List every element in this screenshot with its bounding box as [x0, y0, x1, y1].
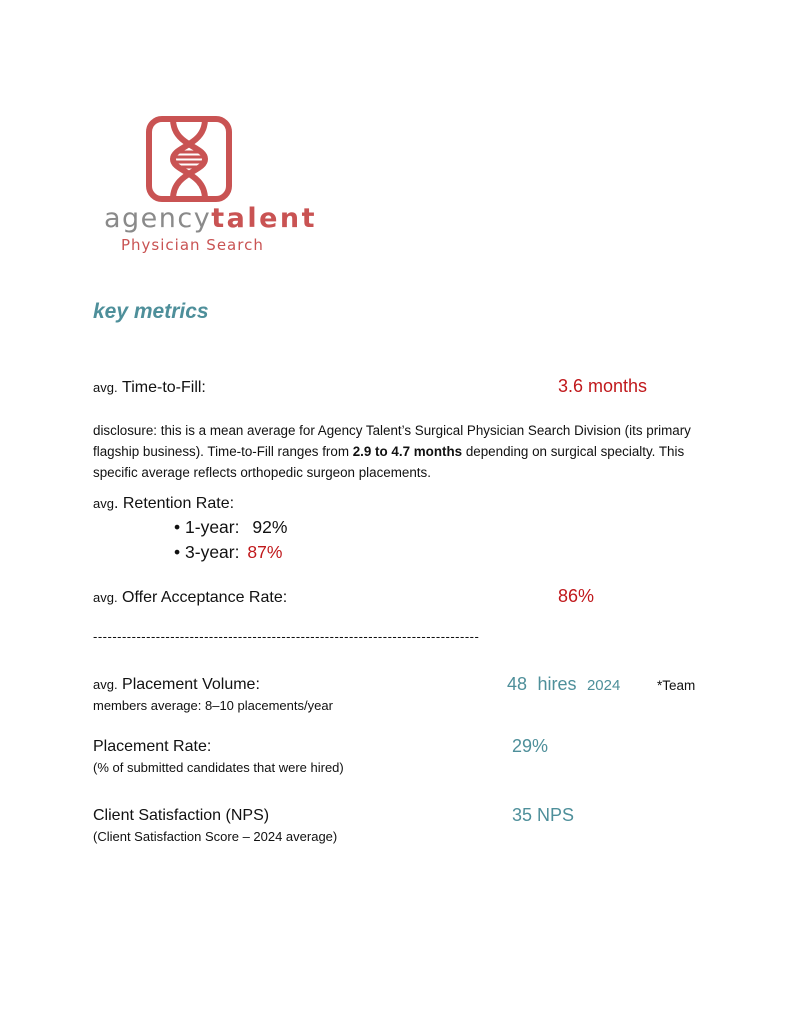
retention-item-value: 92% — [252, 517, 288, 537]
disclosure-part1: disclosure: this is a mean average for Agency Talent’s Surgical Physician Search Division (its primary flagship business). Time-to-Fill ranges from — [93, 423, 691, 459]
logo-subtitle: Physician Search — [121, 236, 264, 254]
dna-logo-icon — [146, 116, 232, 202]
disclosure-part2: depending on surgical specialty. This specific average reflects orthopedic surgeon placements. — [93, 444, 685, 480]
offer-acceptance-value: 86% — [558, 586, 595, 606]
disclosure-text — [93, 420, 703, 483]
placement-volume-value — [507, 674, 620, 695]
retention-item-3year — [174, 542, 282, 563]
page-heading: key metrics — [93, 300, 209, 323]
logo-mark — [146, 116, 232, 202]
retention-item-1year — [174, 517, 287, 538]
placement-volume-label — [93, 676, 260, 694]
retention-label — [93, 495, 234, 513]
offer-acceptance-label — [93, 589, 287, 607]
bullet-dot: • — [174, 517, 181, 537]
team-note-rest: members average: 8–10 placements/year — [93, 698, 333, 713]
disclosure-range: 2.9 to 4.7 months — [352, 444, 463, 459]
metric-label: Time-to-Fill: — [122, 379, 206, 396]
bullet-dot: • — [174, 542, 181, 562]
placement-volume-number: 48 — [507, 674, 528, 694]
placement-rate-label: Placement Rate: — [93, 738, 212, 755]
placement-rate-sub: (% of submitted candidates that were hired) — [93, 760, 344, 775]
avg-prefix: avg — [93, 496, 114, 511]
client-satisfaction-label: Client Satisfaction (NPS) — [93, 807, 270, 824]
placement-volume-unit: hires — [537, 674, 577, 694]
section-divider: -------------------------------------------------------------------------------- — [93, 629, 480, 644]
retention-item-label: 1-year: — [185, 517, 240, 537]
time-to-fill-label — [93, 379, 206, 397]
team-note-start: *Team — [657, 678, 696, 693]
logo-word-talent: talent — [211, 203, 318, 234]
avg-prefix: avg. — [93, 590, 118, 605]
avg-prefix: avg. — [93, 677, 118, 692]
time-to-fill-value: 3.6 months — [558, 376, 648, 396]
placement-volume-year: 2024 — [586, 677, 621, 694]
metric-label: Placement Volume: — [122, 676, 260, 693]
retention-item-value: 87% — [247, 542, 283, 562]
metric-label: . Retention Rate: — [113, 495, 235, 512]
placement-rate-value: 29% — [512, 736, 549, 756]
logo-wordmark — [104, 203, 317, 235]
retention-item-label: 3-year: — [185, 542, 240, 562]
avg-prefix: avg. — [93, 380, 118, 395]
logo-word-agency: agency — [104, 203, 212, 234]
metric-label: Offer Acceptance Rate: — [122, 589, 288, 606]
client-satisfaction-sub: (Client Satisfaction Score – 2024 average) — [93, 829, 338, 844]
client-satisfaction-value: 35 NPS — [512, 805, 575, 825]
